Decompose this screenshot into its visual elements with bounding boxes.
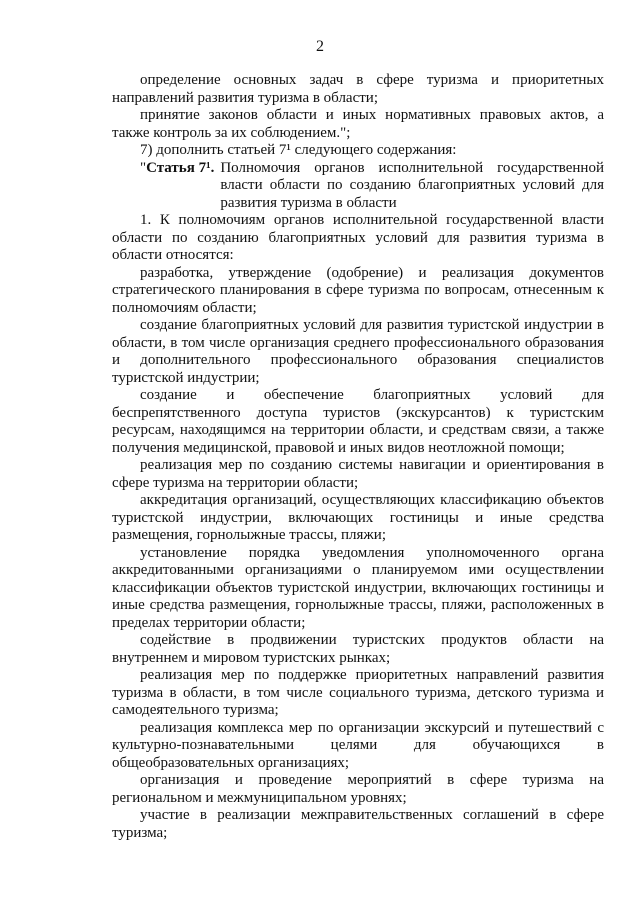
document-body	[112, 72, 604, 842]
article-title: Полномочия органов исполнительной государственной власти области по созданию благоприятных условий для развития туризма в области	[220, 159, 604, 211]
page-number: 2	[316, 38, 324, 55]
paragraph: 7) дополнить статьей 7¹ следующего содержания:	[140, 142, 457, 158]
list-item: создание и обеспечение благоприятных условий для беспрепятственного доступа туристов (экскурсантов) к туристским ресурсам, находящимся на территории области, и средствам связи, а также получения медицинской, правовой и иных видов неотложной помощи;	[112, 387, 604, 456]
article-paragraph: 1. К полномочиям органов исполнительной государственной власти области по созданию благоприятных условий для развития туризма в области относятся:	[112, 212, 604, 263]
paragraph: определение основных задач в сфере туризма и приоритетных направлений развития туризма в области;	[112, 72, 604, 106]
list-item: создание благоприятных условий для развития туристской индустрии в области, в том числе организация среднего профессионального образования и дополнительного профессионального образования специалистов туристской индустрии;	[112, 317, 604, 386]
list-item: реализация мер по поддержке приоритетных направлений развития туризма в области, в том числе социального туризма, детского туризма и самодеятельного туризма;	[112, 667, 604, 718]
list-item: содействие в продвижении туристских продуктов области на внутреннем и мировом туристских рынках;	[112, 632, 604, 666]
article-label: Статья 7¹.	[146, 159, 215, 176]
list-item: реализация мер по созданию системы навигации и ориентирования в сфере туризма на территории области;	[112, 457, 604, 491]
list-item: аккредитация организаций, осуществляющих классификацию объектов туристской индустрии, включающих гостиницы и иные средства размещения, горнолыжные трассы, пляжи;	[112, 492, 604, 543]
list-item: разработка, утверждение (одобрение) и реализация документов стратегического планирования в сфере туризма по вопросам, отнесенным к полномочиям области;	[112, 264, 604, 316]
paragraph: принятие законов области и иных нормативных правовых актов, а также контроль за их соблюдением.";	[112, 107, 604, 141]
list-item: установление порядка уведомления уполномоченного органа аккредитованными организациями о планируемом ими осуществлении классификации объектов туристской индустрии, включающих гостиницы и иные средства размещения, горнолыжные трассы, пляжи, расположенных в пределах территории области;	[112, 544, 604, 631]
list-item: участие в реализации межправительственных соглашений в сфере туризма;	[112, 807, 604, 841]
list-item: организация и проведение мероприятий в сфере туризма на региональном и межмуниципальном уровнях;	[112, 772, 604, 806]
article-heading	[140, 160, 604, 213]
opening-quote: "	[140, 159, 147, 176]
list-item: реализация комплекса мер по организации экскурсий и путешествий с культурно-познавательными целями для обучающихся в общеобразовательных организациях;	[112, 719, 604, 771]
